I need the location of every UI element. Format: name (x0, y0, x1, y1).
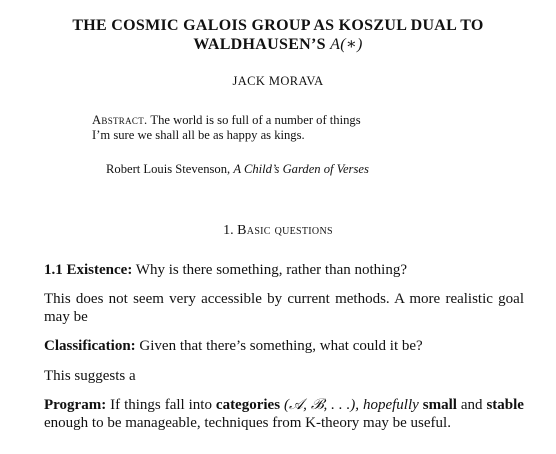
methods-text: This does not seem very accessible by current methods. A more realistic goal may be (44, 291, 524, 325)
program-small: small (422, 397, 457, 413)
abstract-label: Abstract. (92, 113, 148, 127)
abstract-line-1: The world is so full of a number of things (150, 113, 361, 127)
program-text-3: and (456, 397, 487, 413)
program-label: Program: (44, 397, 107, 413)
paper-title-line-2 (20, 35, 536, 54)
program-text-1: If things fall into (106, 397, 216, 413)
attribution-book: A Child’s Garden of Verses (233, 162, 369, 176)
program-text-2: (𝒜, ℬ, . . .), hopefully (280, 397, 423, 413)
program-text-4: enough to be manageable, techniques from K-theory may be useful. (44, 415, 451, 431)
paper-title-math: A(∗) (330, 36, 363, 53)
section-title: Basic questions (237, 223, 333, 238)
paper-title-line-1: THE COSMIC GALOIS GROUP AS KOSZUL DUAL TO (72, 17, 484, 34)
section-number: 1. (223, 223, 234, 238)
existence-label: 1.1 Existence: (44, 262, 133, 278)
paragraph-existence (44, 261, 524, 279)
classification-label: Classification: (44, 338, 136, 354)
author-name: JACK MORAVA (232, 74, 324, 88)
section-heading (20, 223, 536, 239)
paragraph-program (44, 396, 524, 432)
paper-title-text: WALDHAUSEN’S (193, 36, 326, 53)
paragraph-methods (44, 290, 524, 326)
abstract-line-2: I’m sure we shall all be as happy as kings. (92, 128, 305, 142)
epigraph-attribution (106, 162, 486, 177)
abstract (92, 113, 472, 143)
classification-text: Given that there’s something, what could it be? (135, 338, 423, 354)
program-stable: stable (486, 397, 524, 413)
program-categories: categories (215, 397, 281, 413)
paragraph-classification (44, 337, 524, 355)
attribution-author: Robert Louis Stevenson, (106, 162, 231, 176)
existence-text: Why is there something, rather than nothing? (132, 262, 407, 278)
suggests-text: This suggests a (44, 368, 136, 384)
paragraph-suggests (44, 367, 524, 385)
